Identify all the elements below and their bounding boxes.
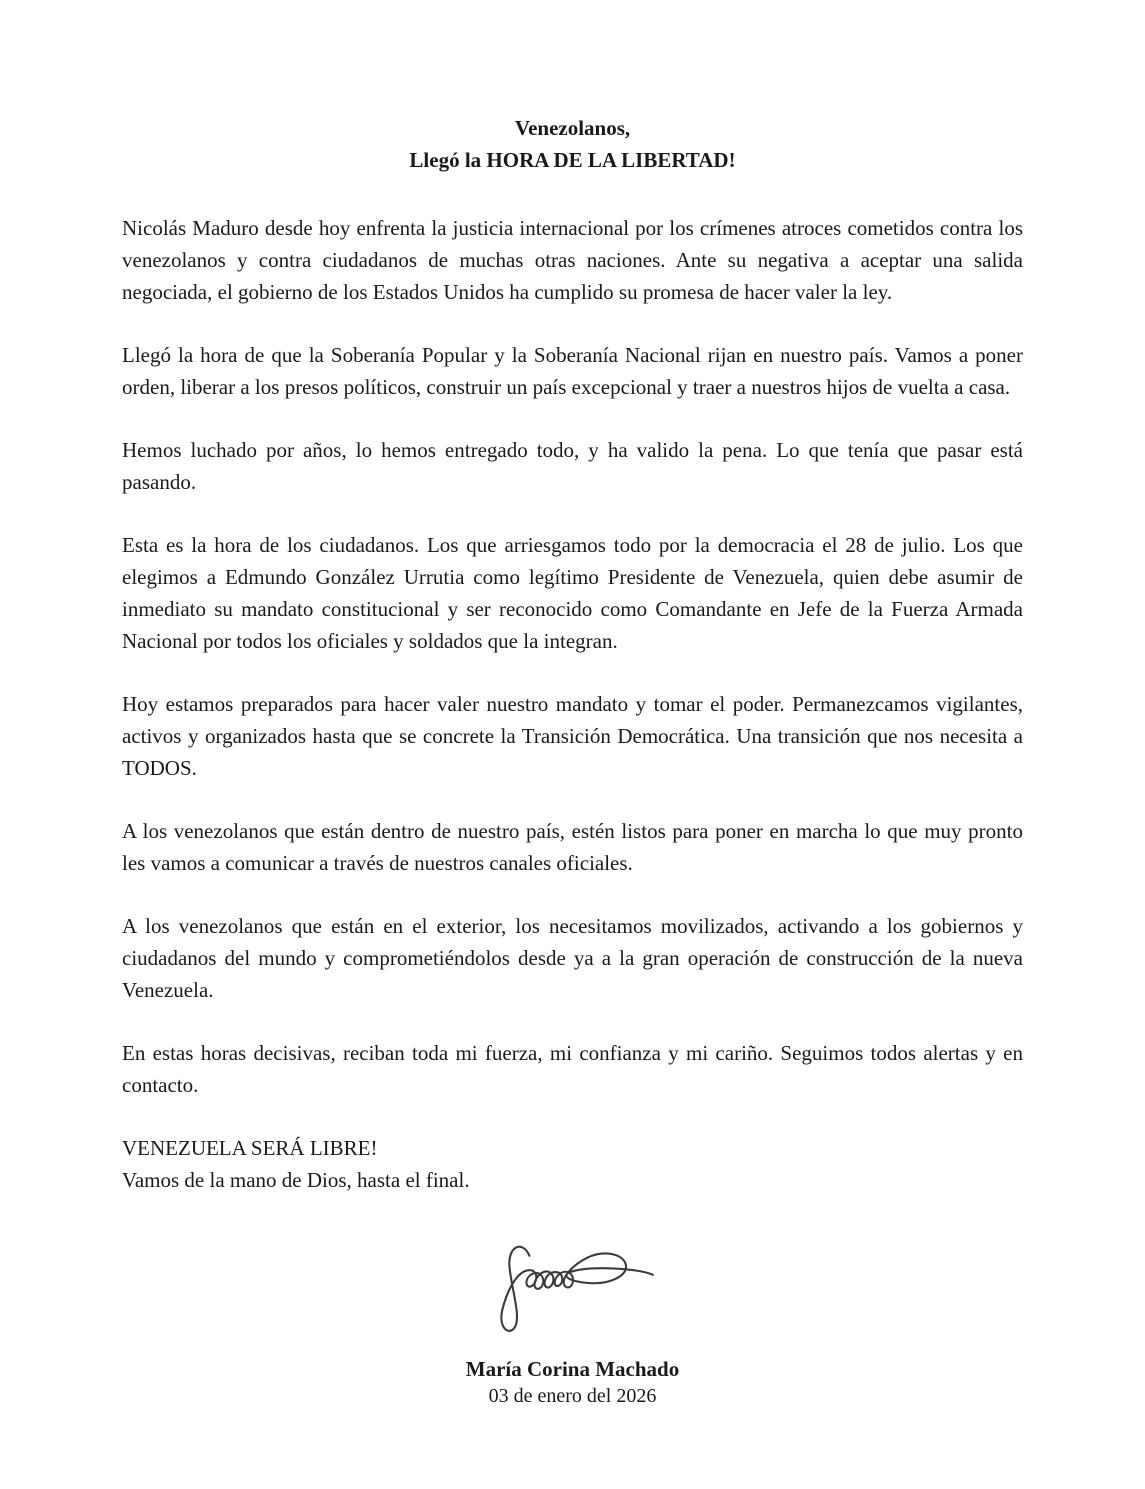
body-paragraph: A los venezolanos que están dentro de nuestro país, estén listos para poner en marcha lo que muy pronto les vamos a comunicar a través de nuestros canales oficiales. (122, 819, 1023, 875)
body-paragraph: Hemos luchado por años, lo hemos entregado todo, y ha valido la pena. Lo que tenía que pasar está pasando. (122, 438, 1023, 494)
body-paragraph: Esta es la hora de los ciudadanos. Los que arriesgamos todo por la democracia el 28 de julio. Los que elegimos a Edmundo González Urrutia como legítimo Presidente de Venezuela, quien debe asumir de inmediato su mandato constitucional y ser reconocido como Comandante en Jefe de la Fuerza Armada Nacional por todos los oficiales y soldados que la integran. (122, 533, 1023, 653)
signature-date: 03 de enero del 2026 (488, 1385, 657, 1407)
signer-name: María Corina Machado (465, 1357, 680, 1381)
letter-body (122, 212, 1023, 1101)
closing-lines (122, 1132, 1023, 1196)
signature-scribble-image (468, 1214, 678, 1332)
letter-title-line1: Venezolanos, (514, 116, 631, 140)
body-paragraph: A los venezolanos que están en el exterior, los necesitamos movilizados, activando a los gobiernos y ciudadanos del mundo y comprometiéndolos desde ya a la gran operación de construcción de la nueva Venezuela. (122, 914, 1023, 1002)
letter-title-line2: Llegó la HORA DE LA LIBERTAD! (409, 148, 736, 172)
letter-title (122, 112, 1023, 176)
body-paragraph: Nicolás Maduro desde hoy enfrenta la justicia internacional por los crímenes atroces cometidos contra los venezolanos y contra ciudadanos de muchas otras naciones. Ante su negativa a aceptar una salida negociada, el gobierno de los Estados Unidos ha cumplido su promesa de hacer valer la ley. (122, 216, 1023, 304)
closing-line1: VENEZUELA SERÁ LIBRE! (122, 1136, 378, 1160)
closing-line2: Vamos de la mano de Dios, hasta el final. (122, 1168, 470, 1192)
body-paragraph: En estas horas decisivas, reciban toda mi fuerza, mi confianza y mi cariño. Seguimos todos alertas y en contacto. (122, 1041, 1023, 1097)
body-paragraph: Llegó la hora de que la Soberanía Popular y la Soberanía Nacional rijan en nuestro país. Vamos a poner orden, liberar a los presos políticos, construir un país excepcional y traer a nuestros hijos de vuelta a casa. (122, 343, 1023, 399)
body-paragraph: Hoy estamos preparados para hacer valer nuestro mandato y tomar el poder. Permanezcamos vigilantes, activos y organizados hasta que se concrete la Transición Democrática. Una transición que nos necesita a TODOS. (122, 692, 1023, 780)
signature-block (122, 1214, 1023, 1409)
